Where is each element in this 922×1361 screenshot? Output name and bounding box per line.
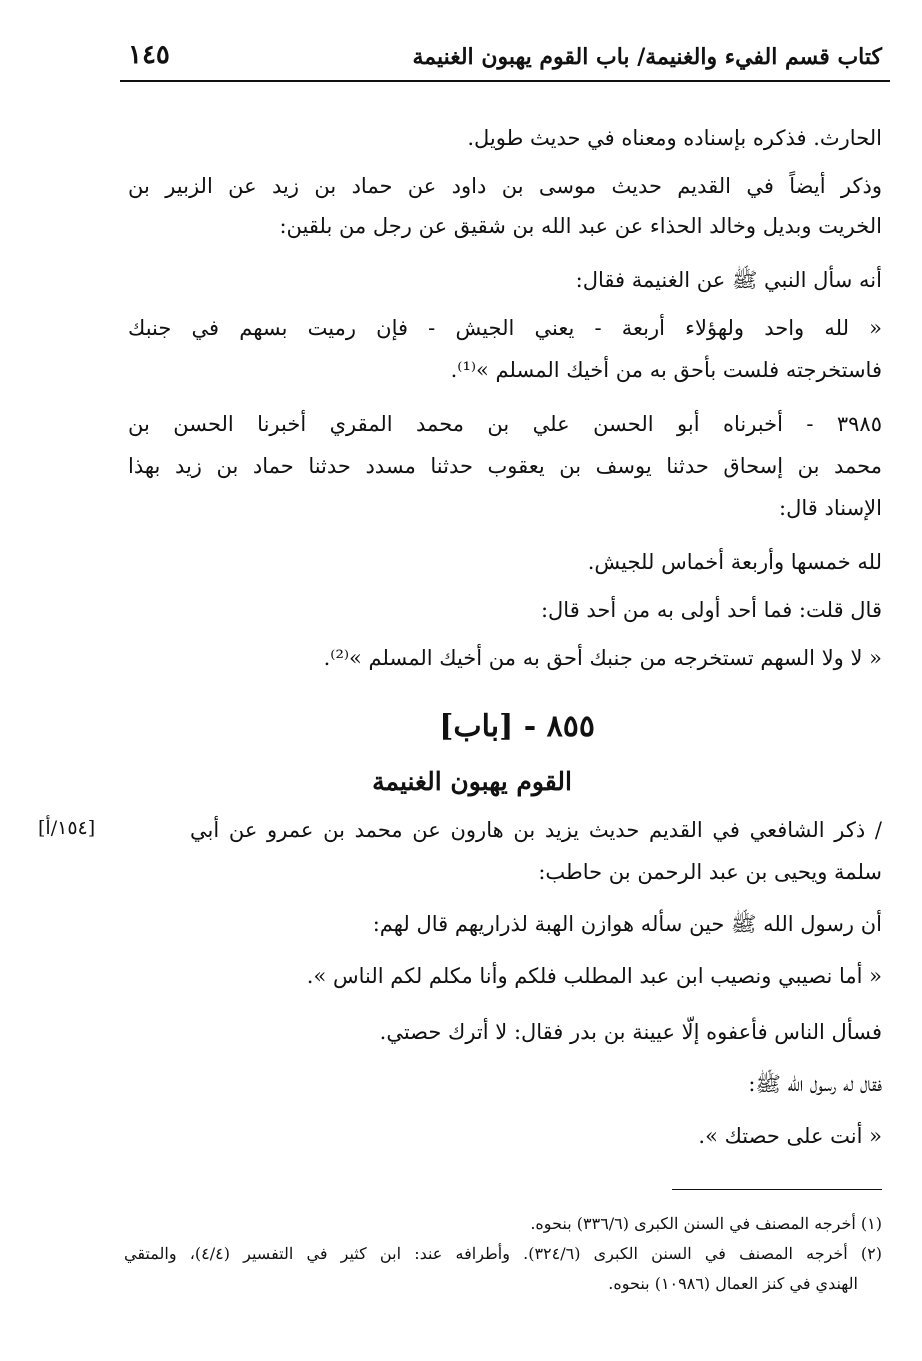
footnote: (١) أخرجه المصنف في السنن الكبرى (٣٣٦/٦) بنحوه. xyxy=(530,1214,882,1233)
section-title: القوم يهبون الغنيمة xyxy=(372,767,572,796)
body-line: / ذكر الشافعي في القديم حديث يزيد بن هارون عن محمد بن عمرو عن أبي xyxy=(190,818,882,842)
margin-reference: [١٥٤/أ] xyxy=(38,817,96,839)
body-line: فقال له رسول الله ﷺ: xyxy=(748,1072,882,1096)
body-line: الخريت وبديل وخالد الحذاء عن عبد الله بن شقيق عن رجل من بلقين: xyxy=(279,214,882,238)
quote-line: « لا ولا السهم تستخرجه من جنبك أحق به من أخيك المسلم »⁽²⁾. xyxy=(323,646,882,670)
quote-line: فاستخرجته فلست بأحق به من أخيك المسلم »⁽¹⁾. xyxy=(450,358,882,382)
footnote: الهندي في كنز العمال (١٠٩٨٦) بنحوه. xyxy=(608,1274,858,1293)
body-line: فسأل الناس فأعفوه إلّا عيينة بن بدر فقال: لا أترك حصتي. xyxy=(379,1020,882,1044)
section-number: ٨٥٥ - [باب] xyxy=(439,709,595,744)
running-header-title: كتاب قسم الفيء والغنيمة/ باب القوم يهبون الغنيمة xyxy=(412,44,882,70)
quote-line: « أنت على حصتك ». xyxy=(698,1124,882,1148)
body-line: وذكر أيضاً في القديم حديث موسى بن داود عن حماد بن زيد عن الزبير بن xyxy=(128,174,882,198)
hadith-line: محمد بن إسحاق حدثنا يوسف بن يعقوب حدثنا مسدد حدثنا حماد بن زيد بهذا xyxy=(128,454,882,478)
body-line: قال قلت: فما أحد أولى به من أحد قال: xyxy=(540,598,882,622)
hadith-line: ٣٩٨٥ - أخبرناه أبو الحسن علي بن محمد المقري أخبرنا الحسن بن xyxy=(128,412,882,436)
body-line: أنه سأل النبي ﷺ عن الغنيمة فقال: xyxy=(575,268,882,292)
footnote-rule xyxy=(672,1189,882,1190)
body-line: الحارث. فذكره بإسناده ومعناه في حديث طويل. xyxy=(467,126,882,150)
quote-line: « لله واحد ولهؤلاء أربعة - يعني الجيش - فإن رميت بسهم في جنبك xyxy=(128,316,882,340)
page-number: ١٤٥ xyxy=(128,40,170,70)
quote-line: « أما نصيبي ونصيب ابن عبد المطلب فلكم وأنا مكلم لكم الناس ». xyxy=(306,964,882,988)
body-line: أن رسول الله ﷺ حين سأله هوازن الهبة لذراريهم قال لهم: xyxy=(372,912,882,936)
hadith-line: الإسناد قال: xyxy=(779,496,882,520)
footnote: (٢) أخرجه المصنف في السنن الكبرى (٣٢٤/٦). وأطرافه عند: ابن كثير في التفسير (٤/٤)، والمتقي xyxy=(124,1244,883,1263)
body-line: لله خمسها وأربعة أخماس للجيش. xyxy=(587,550,882,574)
header-rule xyxy=(120,80,890,82)
body-line: سلمة ويحيى بن عبد الرحمن بن حاطب: xyxy=(538,860,882,884)
